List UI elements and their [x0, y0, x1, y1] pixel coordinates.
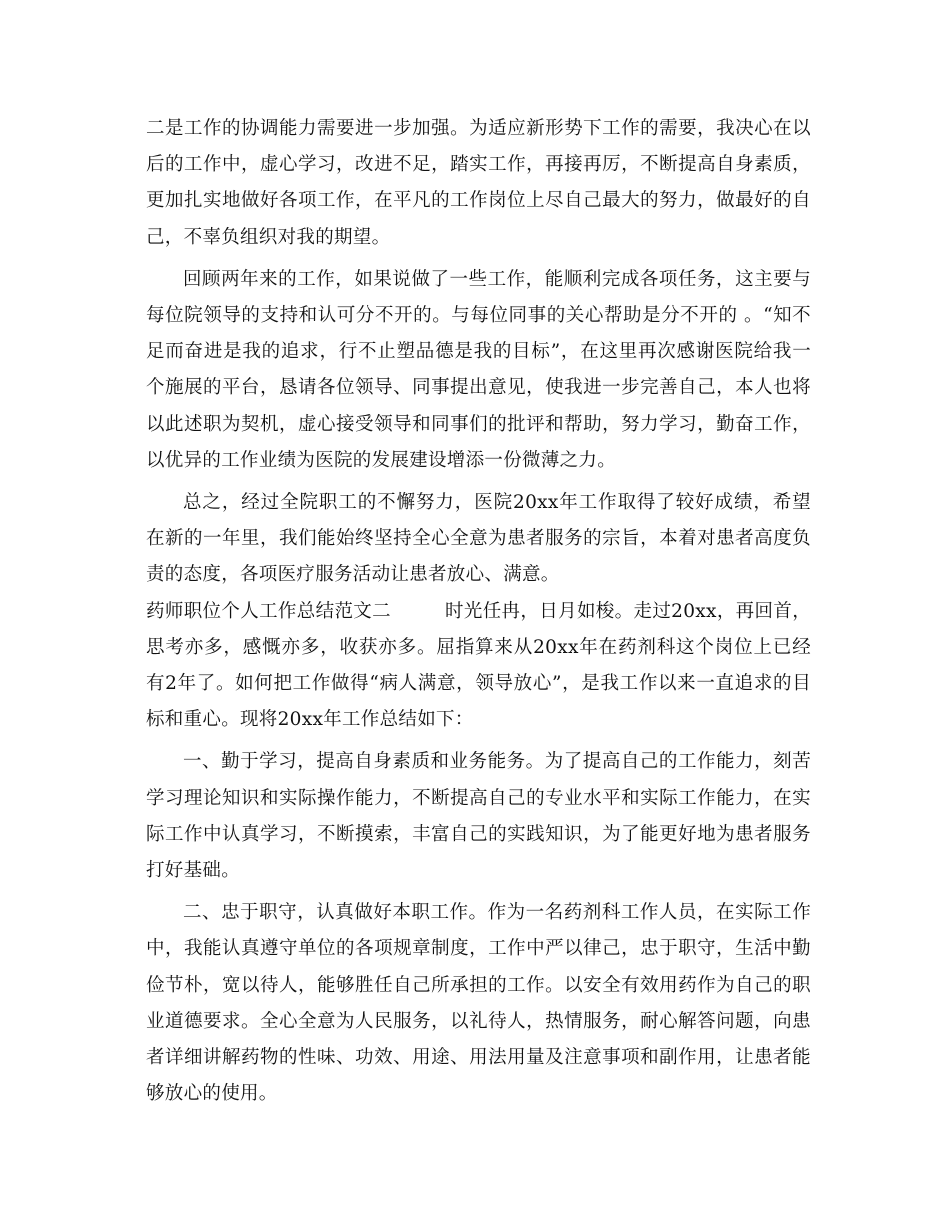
document-page — [146, 111, 811, 1118]
paragraph-2: 回顾两年来的工作，如果说做了一些工作，能顺利完成各项任务，这主要与每位院领导的支持和认可分不开的。与每位同事的关心帮助是分不开的 。“知不足而奋进是我的追求，行不止塑品德是我的目标”，在这里再次感谢医院给我一个施展的平台，恳请各位领导、同事提出意见，使我进一步完善自己，本人也将以此述职为契机，虚心接受领导和同事们的批评和帮助，努力学习，勤奋工作，以优异的工作业绩为医院的发展建设增添一份微薄之力。 — [146, 268, 811, 471]
paragraph-4 — [146, 594, 811, 739]
paragraph-5: 一、勤于学习，提高自身素质和业务能务。为了提高自己的工作能力，刻苦学习理论知识和实际操作能力，不断提高自己的专业水平和实际工作能力，在实际工作中认真学习，不断摸索，丰富自己的实践知识，为了能更好地为患者服务打好基础。 — [146, 751, 811, 882]
paragraph-3: 总之，经过全院职工的不懈努力，医院20xx年工作取得了较好成绩，希望在新的一年里，我们能始终坚持全心全意为患者服务的宗旨，本着对患者高度负责的态度，各项医疗服务活动让患者放心、满意。 — [146, 492, 811, 586]
section-title: 药师职位个人工作总结范文二 — [146, 600, 391, 622]
paragraph-1: 二是工作的协调能力需要进一步加强。为适应新形势下工作的需要，我决心在以后的工作中，虚心学习，改进不足，踏实工作，再接再厉，不断提高自身素质，更加扎实地做好各项工作，在平凡的工作岗位上尽自己最大的努力，做最好的自己，不辜负组织对我的期望。 — [146, 118, 811, 248]
paragraph-6: 二、忠于职守，认真做好本职工作。作为一名药剂科工作人员，在实际工作中，我能认真遵守单位的各项规章制度，工作中严以律己，忠于职守，生活中勤俭节朴，宽以待人，能够胜任自己所承担的工作。以安全有效用药作为自己的职业道德要求。全心全意为人民服务，以礼待人，热情服务，耐心解答问题，向患者详细讲解药物的性味、功效、用途、用法用量及注意事项和副作用，让患者能够放心的使用。 — [146, 902, 811, 1105]
paragraph-4-body: 时光任冉，日月如梭。走过20xx，再回首，思考亦多，感慨亦多，收获亦多。屈指算来从20xx年在药剂科这个岗位上已经有2年了。如何把工作做得“病人满意，领导放心”，是我工作以来一直追求的目标和重心。现将20xx年工作总结如下： — [146, 600, 811, 731]
